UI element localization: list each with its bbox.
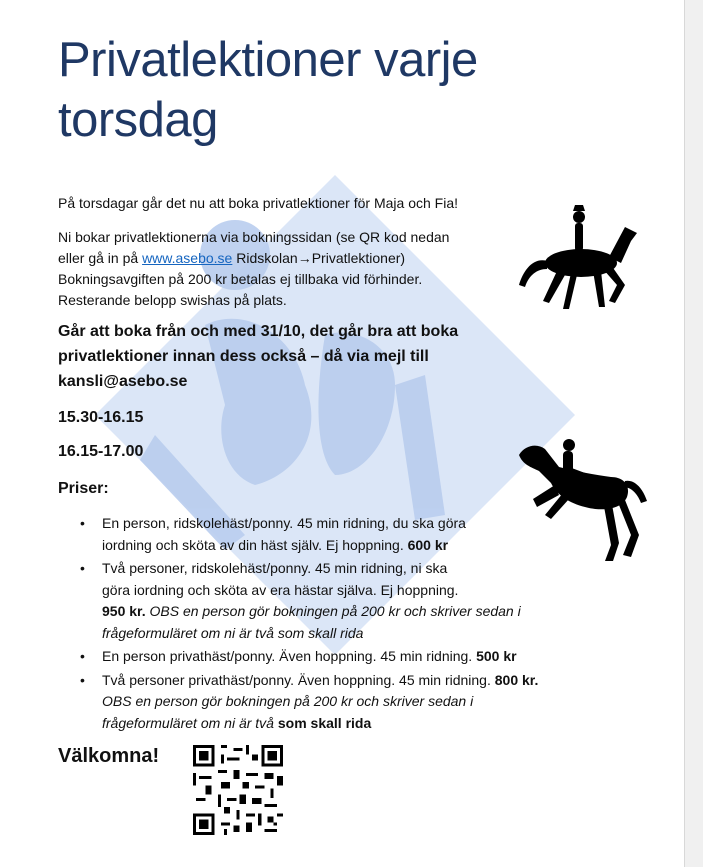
page-title: Privatlektioner varje torsdag bbox=[58, 33, 478, 147]
intro-text: På torsdagar går det nu att boka privatlektioner för Maja och Fia! bbox=[58, 195, 458, 211]
booking-line-4: Resterande belopp swishas på plats. bbox=[58, 292, 287, 308]
website-link[interactable]: www.asebo.se bbox=[142, 250, 233, 266]
notice-line-3: kansli@asebo.se bbox=[58, 373, 188, 390]
horse-jumping-icon bbox=[515, 415, 650, 562]
qr-code-icon[interactable] bbox=[193, 745, 283, 835]
time-slot-2: 16.15-17.00 bbox=[58, 443, 144, 460]
price-item: • Två personer privathäst/ponny. Även hoppning. 45 min ridning. 800 kr. OBS en person gör bokningen på 200 kr och skriver sedan i frågeformuläret om ni är två som skall rida bbox=[80, 670, 600, 735]
price-item: • En person privathäst/ponny. Även hoppning. 45 min ridning. 500 kr bbox=[80, 646, 600, 668]
welcome-text: Välkomna! bbox=[58, 745, 160, 767]
booking-line-2-post: Ridskolan→Privatlektioner) bbox=[232, 250, 406, 266]
booking-paragraph bbox=[58, 227, 449, 311]
price-item: • Två personer, ridskolehäst/ponny. 45 min ridning, ni ska göra iordning och sköta av era hästar själva. Ej hoppning. 950 kr. OBS en person gör bokningen på 200 kr och skriver sedan i frågeformuläret om ni är två som skall rida bbox=[80, 558, 600, 644]
time-slot-1: 15.30-16.15 bbox=[58, 409, 144, 426]
booking-notice bbox=[58, 319, 458, 394]
booking-line-2-pre: eller gå in på bbox=[58, 250, 143, 266]
price-item: • En person, ridskolehäst/ponny. 45 min ridning, du ska göra iordning och sköta av din häst själv. Ej hoppning. 600 kr bbox=[80, 513, 600, 556]
prices-heading: Priser: bbox=[58, 480, 109, 497]
vertical-scrollbar[interactable] bbox=[684, 0, 703, 867]
notice-line-1: Går att boka från och med 31/10, det går bra att boka bbox=[58, 323, 459, 340]
booking-line-3: Bokningsavgiften på 200 kr betalas ej tillbaka vid förhinder. bbox=[58, 271, 423, 287]
horse-dressage-icon bbox=[513, 205, 643, 317]
notice-line-2: privatlektioner innan dess också – då via mejl till bbox=[58, 348, 429, 365]
booking-line-1: Ni bokar privatlektionerna via bokningssidan (se QR kod nedan bbox=[58, 229, 450, 245]
